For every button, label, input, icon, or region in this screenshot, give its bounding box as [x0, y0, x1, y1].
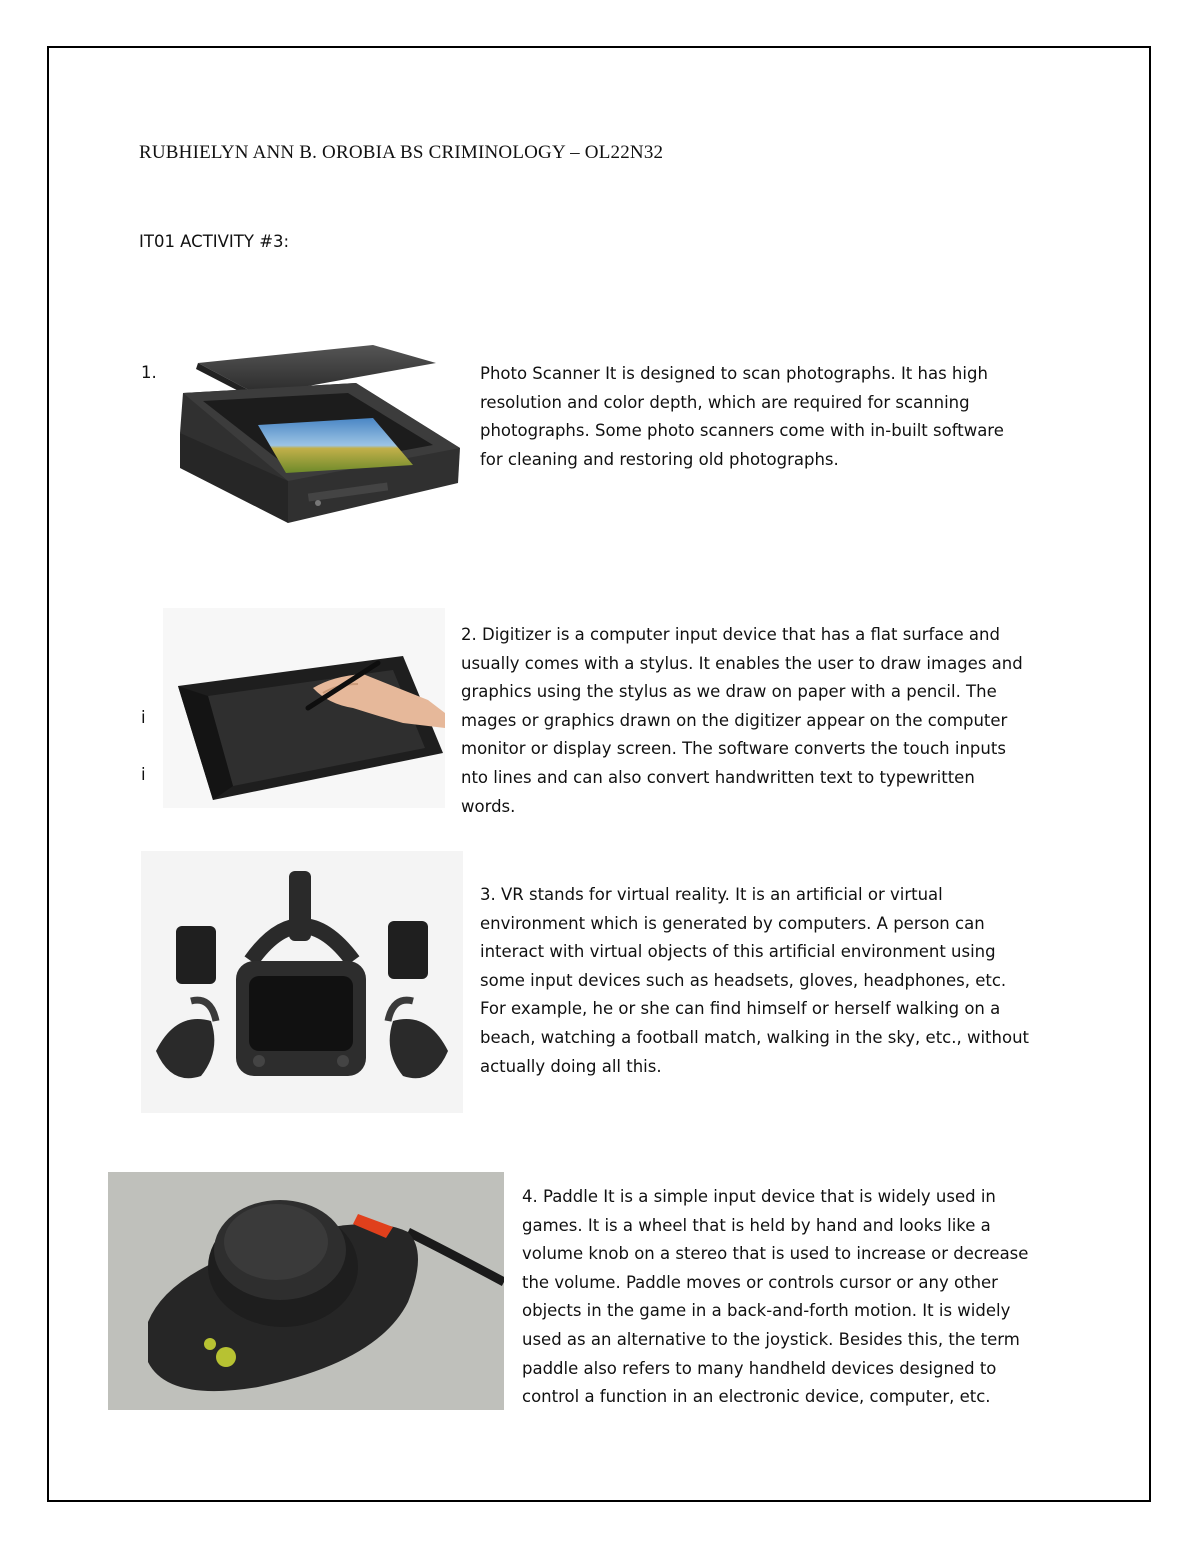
item-3-description: [480, 881, 1029, 1081]
text-line: actually doing all this.: [480, 1056, 662, 1076]
text-line: games. It is a wheel that is held by hand and looks like a: [522, 1215, 991, 1235]
item-4-description: [522, 1183, 1028, 1412]
text-line: photographs. Some photo scanners come with in-built software: [480, 421, 1004, 441]
paddle-controller-image: [108, 1172, 504, 1410]
text-line: control a function in an electronic device, computer, etc.: [522, 1387, 991, 1407]
text-line: usually comes with a stylus. It enables the user to draw images and: [461, 653, 1023, 673]
text-line: Photo Scanner It is designed to scan photographs. It has high: [480, 364, 988, 383]
text-line: resolution and color depth, which are required for scanning: [480, 392, 970, 412]
text-line: nto lines and can also convert handwritten text to typewritten: [461, 767, 975, 787]
text-line: for cleaning and restoring old photographs.: [480, 449, 839, 469]
stray-marker: i: [141, 708, 146, 727]
text-line: 4. Paddle It is a simple input device that is widely used in: [522, 1187, 996, 1206]
vr-headset-kit-image: [141, 851, 463, 1113]
text-line: 2. Digitizer is a computer input device that has a flat surface and: [461, 625, 1000, 644]
digitizer-tablet-image: [163, 608, 445, 808]
student-header: RUBHIELYN ANN B. OROBIA BS CRIMINOLOGY – OL22N32: [139, 142, 664, 163]
photo-scanner-image: [168, 333, 468, 533]
stray-marker: i: [141, 765, 146, 784]
text-line: paddle also refers to many handheld devices designed to: [522, 1358, 997, 1378]
text-line: beach, watching a football match, walking in the sky, etc., without: [480, 1027, 1030, 1047]
text-line: mages or graphics drawn on the digitizer appear on the computer: [461, 710, 1008, 730]
text-line: objects in the game in a back-and-forth motion. It is widely: [522, 1301, 1011, 1321]
activity-title: IT01 ACTIVITY #3:: [139, 232, 290, 251]
text-line: volume knob on a stereo that is used to increase or decrease: [522, 1244, 1029, 1264]
text-line: For example, he or she can find himself or herself walking on a: [480, 999, 1001, 1019]
text-line: 3. VR stands for virtual reality. It is an artificial or virtual: [480, 885, 943, 904]
text-line: some input devices such as headsets, gloves, headphones, etc.: [480, 970, 1007, 990]
text-line: used as an alternative to the joystick. Besides this, the term: [522, 1329, 1020, 1349]
text-line: environment which is generated by computers. A person can: [480, 913, 985, 933]
item-number: 1.: [141, 363, 157, 382]
text-line: monitor or display screen. The software converts the touch inputs: [461, 739, 1006, 759]
text-line: interact with virtual objects of this artificial environment using: [480, 942, 996, 962]
text-line: the volume. Paddle moves or controls cursor or any other: [522, 1272, 998, 1292]
text-line: graphics using the stylus as we draw on paper with a pencil. The: [461, 682, 997, 702]
item-1-description: [480, 360, 1004, 474]
item-2-description: [461, 621, 1023, 821]
text-line: words.: [461, 796, 516, 816]
